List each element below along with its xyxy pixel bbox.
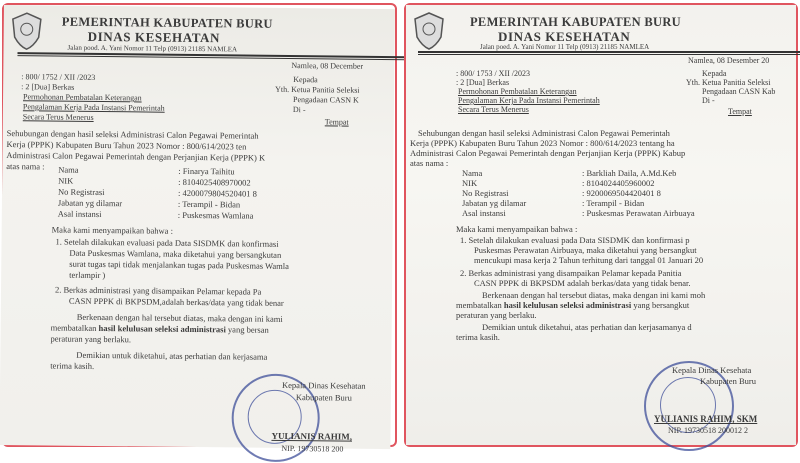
signer-nip: NIP. 19730518 200 — [281, 443, 344, 454]
letter-page — [0, 5, 395, 454]
intro-line-1: Sehubungan dengan hasil seleksi Administrasi Calon Pegawai Pemerintah — [418, 128, 670, 138]
field-label-registration: No Registrasi — [462, 188, 509, 198]
point-1-line-1: 1. Setelah dilakukan evaluasi pada Data SISDMK dan konfirmasi p — [460, 235, 690, 245]
attachment: : 2 [Dua] Berkas — [456, 78, 510, 87]
basis-line-2 — [51, 324, 269, 335]
intro-line-2: Kerja (PPPK) Kabupaten Buru Tahun 2023 Nomor : 800/614/2023 tentang ha — [410, 138, 675, 148]
signer-title: Kepala Dinas Kesehata — [672, 365, 752, 375]
header-department: DINAS KESEHATAN — [87, 28, 221, 46]
basis-cancel: membatalkan — [456, 300, 502, 310]
point-2-line-1: 2. Berkas administrasi yang disampaikan Pelamar kepada Pa — [54, 284, 262, 297]
basis-emphasis: hasil kelulusan seleksi administrasi — [98, 323, 226, 335]
intro-line-2: Kerja (PPPK) Kabupaten Buru Tahun 2023 Nomor : 800/614/2023 ten — [6, 139, 247, 152]
recipient-line-1: Kepada — [293, 75, 318, 85]
recipient-line-5: Tempat — [728, 107, 752, 116]
field-label-position: Jabatan yg dilamar — [57, 197, 123, 209]
basis-line-1: Berkenaan dengan hal tersebut diatas, maka dengan ini kami moh — [482, 290, 706, 300]
field-value-origin: : Puskesmas Perawatan Airbuaya — [582, 208, 695, 218]
point-1-line-3: surat tugas tapi tidak menjalankan tugas pada Puskesmas Wamla — [69, 258, 289, 271]
basis-line-3: peraturan yang berlaku. — [50, 333, 132, 345]
subject-line-1: Permohonan Pembatalan Keterangan — [458, 87, 577, 96]
field-value-registration: : 9200069504420401 8 — [582, 188, 661, 198]
signer-name: YULIANIS RAHIM, SKM — [654, 414, 758, 424]
field-value-name: : Finarya Taihitu — [178, 165, 235, 177]
place-date: Namlea, 08 December — [291, 61, 364, 71]
closing-line-2: terima kasih. — [456, 332, 500, 342]
letter-page — [406, 5, 796, 445]
subject-line-2: Pengalaman Kerja Pada Instansi Pemerintah — [458, 96, 600, 105]
recipient-line-1: Kepada — [702, 69, 727, 78]
recipient-line-5: Tempat — [324, 117, 349, 127]
point-2-line-2: CASN PPPK di BKPSDM adalah berkas/data yang tidak benar. — [474, 278, 691, 288]
field-value-origin: : Puskesmas Wamlana — [177, 209, 254, 221]
point-2-line-2: CASN PPPK di BKPSDM,adalah berkas/data yang tidak benar — [68, 295, 284, 308]
header-rule-thin — [418, 54, 800, 55]
subject-line-1: Permohonan Pembatalan Keterangan — [22, 92, 142, 103]
field-value-name: : Barkliah Daila, A.Md.Keb — [582, 168, 677, 178]
header-address: Jalan poed. A. Yani Nomor 11 Telp (0913) 21185 NAMLEA — [480, 43, 650, 51]
closing-line-1: Demikian untuk diketahui, atas perhatian dan kerjasama — [76, 349, 268, 362]
place-date: Namlea, 08 Desember 20 — [688, 56, 770, 65]
intro-line-4: atas nama : — [410, 158, 449, 168]
point-1-line-4: terlampir ) — [69, 269, 106, 281]
subject-line-3: Secara Terus Menerus — [458, 105, 529, 114]
field-label-nik: NIK — [58, 175, 74, 186]
recipient-line-4: Di - — [292, 105, 306, 115]
basis-line-2 — [456, 301, 689, 310]
header-address: Jalan pood. A. Yani Nomor 11 Telp (0913) 21185 NAMLEA — [67, 43, 238, 54]
signer-title: Kepala Dinas Kesehatan — [281, 379, 366, 391]
field-value-position: : Terampil - Bidan — [177, 198, 241, 210]
header-government: PEMERINTAH KABUPATEN BURU — [470, 15, 681, 29]
basis-cancel: membatalkan — [50, 322, 97, 333]
field-value-nik: : 8104024405960002 — [582, 178, 655, 188]
field-value-nik: : 8104025408970002 — [178, 176, 251, 188]
field-label-registration: No Registrasi — [57, 186, 105, 198]
field-label-origin: Asal instansi — [462, 208, 506, 218]
header-department: DINAS KESEHATAN — [498, 29, 631, 44]
closing-line-1: Demikian untuk diketahui, atas perhatian dan kerjasamanya d — [482, 322, 692, 332]
intro-line-4: atas nama : — [6, 161, 45, 172]
recipient-line-3: Pengadaan CASN K — [292, 95, 359, 105]
recipient-line-2: Yth. Ketua Panitia Seleksi — [686, 78, 771, 87]
letter-photo-right — [404, 3, 798, 447]
signer-region: Kabupaten Buru — [700, 376, 756, 386]
conveyed-line: Maka kami menyampaikan bahwa : — [51, 224, 174, 236]
subject-line-2: Pengalaman Kerja Pada Instansi Pemerintah — [22, 102, 165, 113]
signer-region: Kabupaten Buru — [295, 392, 352, 403]
recipient-line-3: Pengadaan CASN Kab — [702, 87, 776, 96]
intro-line-1: Sehubungan dengan hasil seleksi Administrasi Calon Pegawai Pemerintah — [6, 128, 259, 141]
conveyed-line: Maka kami menyampaikan bahwa : — [456, 224, 578, 234]
signer-name: YULIANIS RAHIM, — [271, 430, 353, 442]
basis-line-3: peraturan yang berlaku. — [456, 310, 537, 320]
signer-nip: NIP. 19730518 200012 2 — [668, 426, 749, 435]
point-1-line-1: 1. Setelah dilakukan evaluasi pada Data SISDMK dan konfirmasi — [55, 236, 279, 249]
subject-line-3: Secara Terus Menerus — [22, 112, 94, 122]
basis-tail: yang bersangkut — [633, 300, 690, 310]
field-label-name: Nama — [462, 168, 483, 178]
letter-number: : 800/ 1753 / XII /2023 — [456, 69, 530, 78]
letter-photo-left — [2, 3, 397, 454]
field-label-origin: Asal instansi — [57, 208, 102, 220]
intro-line-3: Administrasi Calon Pegawai Pemerintah dengan Perjanjian Kerja (PPPK) Kabup — [410, 148, 686, 158]
header-rule — [418, 51, 800, 53]
field-value-registration: : 4200079804520401 8 — [177, 187, 257, 199]
field-value-position: : Terampil - Bidan — [582, 198, 645, 208]
field-label-nik: NIK — [462, 178, 478, 188]
closing-line-2: terima kasih. — [50, 360, 95, 371]
letter-number: : 800/ 1752 / XII /2023 — [21, 72, 96, 82]
regency-emblem-icon — [412, 11, 446, 51]
attachment: : 2 [Dua] Berkas — [21, 82, 75, 92]
header-government: PEMERINTAH KABUPATEN BURU — [61, 14, 273, 31]
basis-line-1: Berkenaan dengan hal tersebut diatas, maka dengan ini kami — [76, 311, 283, 324]
point-1-line-2: Data Puskesmas Wamlana, maka diketahui yang bersangkutan — [69, 247, 282, 260]
recipient-line-2: Yth. Ketua Panitia Seleksi — [275, 84, 360, 95]
intro-line-3: Administrasi Calon Pegawai Pemerintah dengan Perjanjian Kerja (PPPK) K — [6, 150, 266, 163]
point-1-line-3: mencukupi masa kerja 2 Tahun terhitung dari tanggal 01 Januari 20 — [474, 255, 704, 265]
basis-emphasis: hasil kelulusan seleksi administrasi — [503, 300, 632, 310]
field-label-name: Nama — [58, 164, 79, 175]
field-label-position: Jabatan yg dilamar — [462, 198, 527, 208]
basis-tail: yang bersan — [227, 324, 269, 335]
point-2-line-1: 2. Berkas administrasi yang disampaikan Pelamar kepada Panitia — [460, 268, 682, 278]
recipient-line-4: Di - — [702, 96, 715, 105]
point-1-line-2: Puskesmas Perawatan Airbuaya, maka diketahui yang bersangkut — [474, 245, 697, 255]
regency-emblem-icon — [10, 11, 44, 51]
